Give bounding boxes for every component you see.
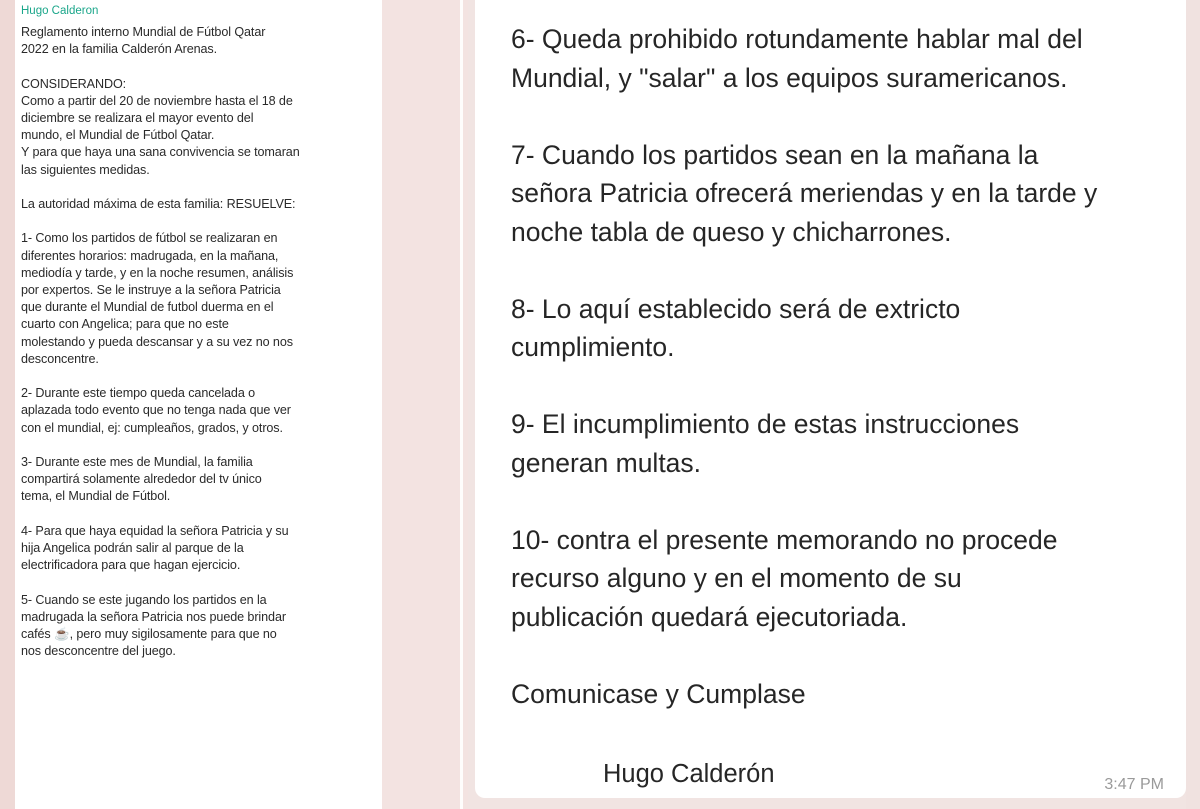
screenshot-divider — [460, 0, 463, 809]
chat-wallpaper-gap — [382, 0, 468, 809]
message-bubble-right[interactable] — [475, 0, 1186, 798]
chat-wallpaper-right — [1186, 0, 1200, 809]
sender-name[interactable]: Hugo Calderon — [21, 5, 99, 17]
chat-wallpaper-left — [0, 0, 15, 809]
message-text-right: 6- Queda prohibido rotundamente hablar mal del Mundial, y "salar" a los equipos suramericanos. 7- Cuando los partidos sean en la mañana la señora Patricia ofrecerá meriendas y en la tarde y noche tabla de queso y chicharrones. 8- Lo aquí establecido será de extricto cumplimiento. 9- El incumplimiento de estas instrucciones generan multas. 10- contra el presente memorando no procede recurso alguno y en el momento de su publicación quedará ejecutoriada. Comunicase y Cumplase — [511, 24, 1098, 709]
message-bubble-left[interactable] — [15, 0, 382, 809]
message-text-left: Reglamento interno Mundial de Fútbol Qatar 2022 en la familia Calderón Arenas. CONSIDERANDO: Como a partir del 20 de noviembre hasta el 18 de diciembre se realizara el mayor evento del mundo, el Mundial de Fútbol Qatar. Y para que haya una sana convivencia se tomaran las siguientes medidas. La autoridad máxima de esta familia: RESUELVE: 1- Como los partidos de fútbol se realizaran en diferentes horarios: madrugada, en la mañana, mediodía y tarde, y en la noche resumen, análisis por expertos. Se le instruye a la señora Patricia que durante el Mundial de futbol duerma en el cuarto con Angelica; para que no este molestando y pueda descansar y a su vez no nos desconcentre. 2- Durante este tiempo queda cancelada o aplazada todo evento que no tenga nada que ver con el mundial, ej: cumpleaños, grados, y otros. 3- Durante este mes de Mundial, la familia compartirá solamente alrededor del tv único tema, el Mundial de Fútbol. 4- Para que haya equidad la señora Patricia y su hija Angelica podrán salir al parque de la electrificadora para que hagan ejercicio. 5- Cuando se este jugando los partidos en la madrugada la señora Patricia nos puede brindar cafés ☕, pero muy sigilosamente para que no nos desconcentre del juego. — [21, 25, 300, 659]
message-timestamp: 3:47 PM — [1104, 776, 1164, 793]
message-signature: Hugo Calderón — [603, 760, 775, 788]
